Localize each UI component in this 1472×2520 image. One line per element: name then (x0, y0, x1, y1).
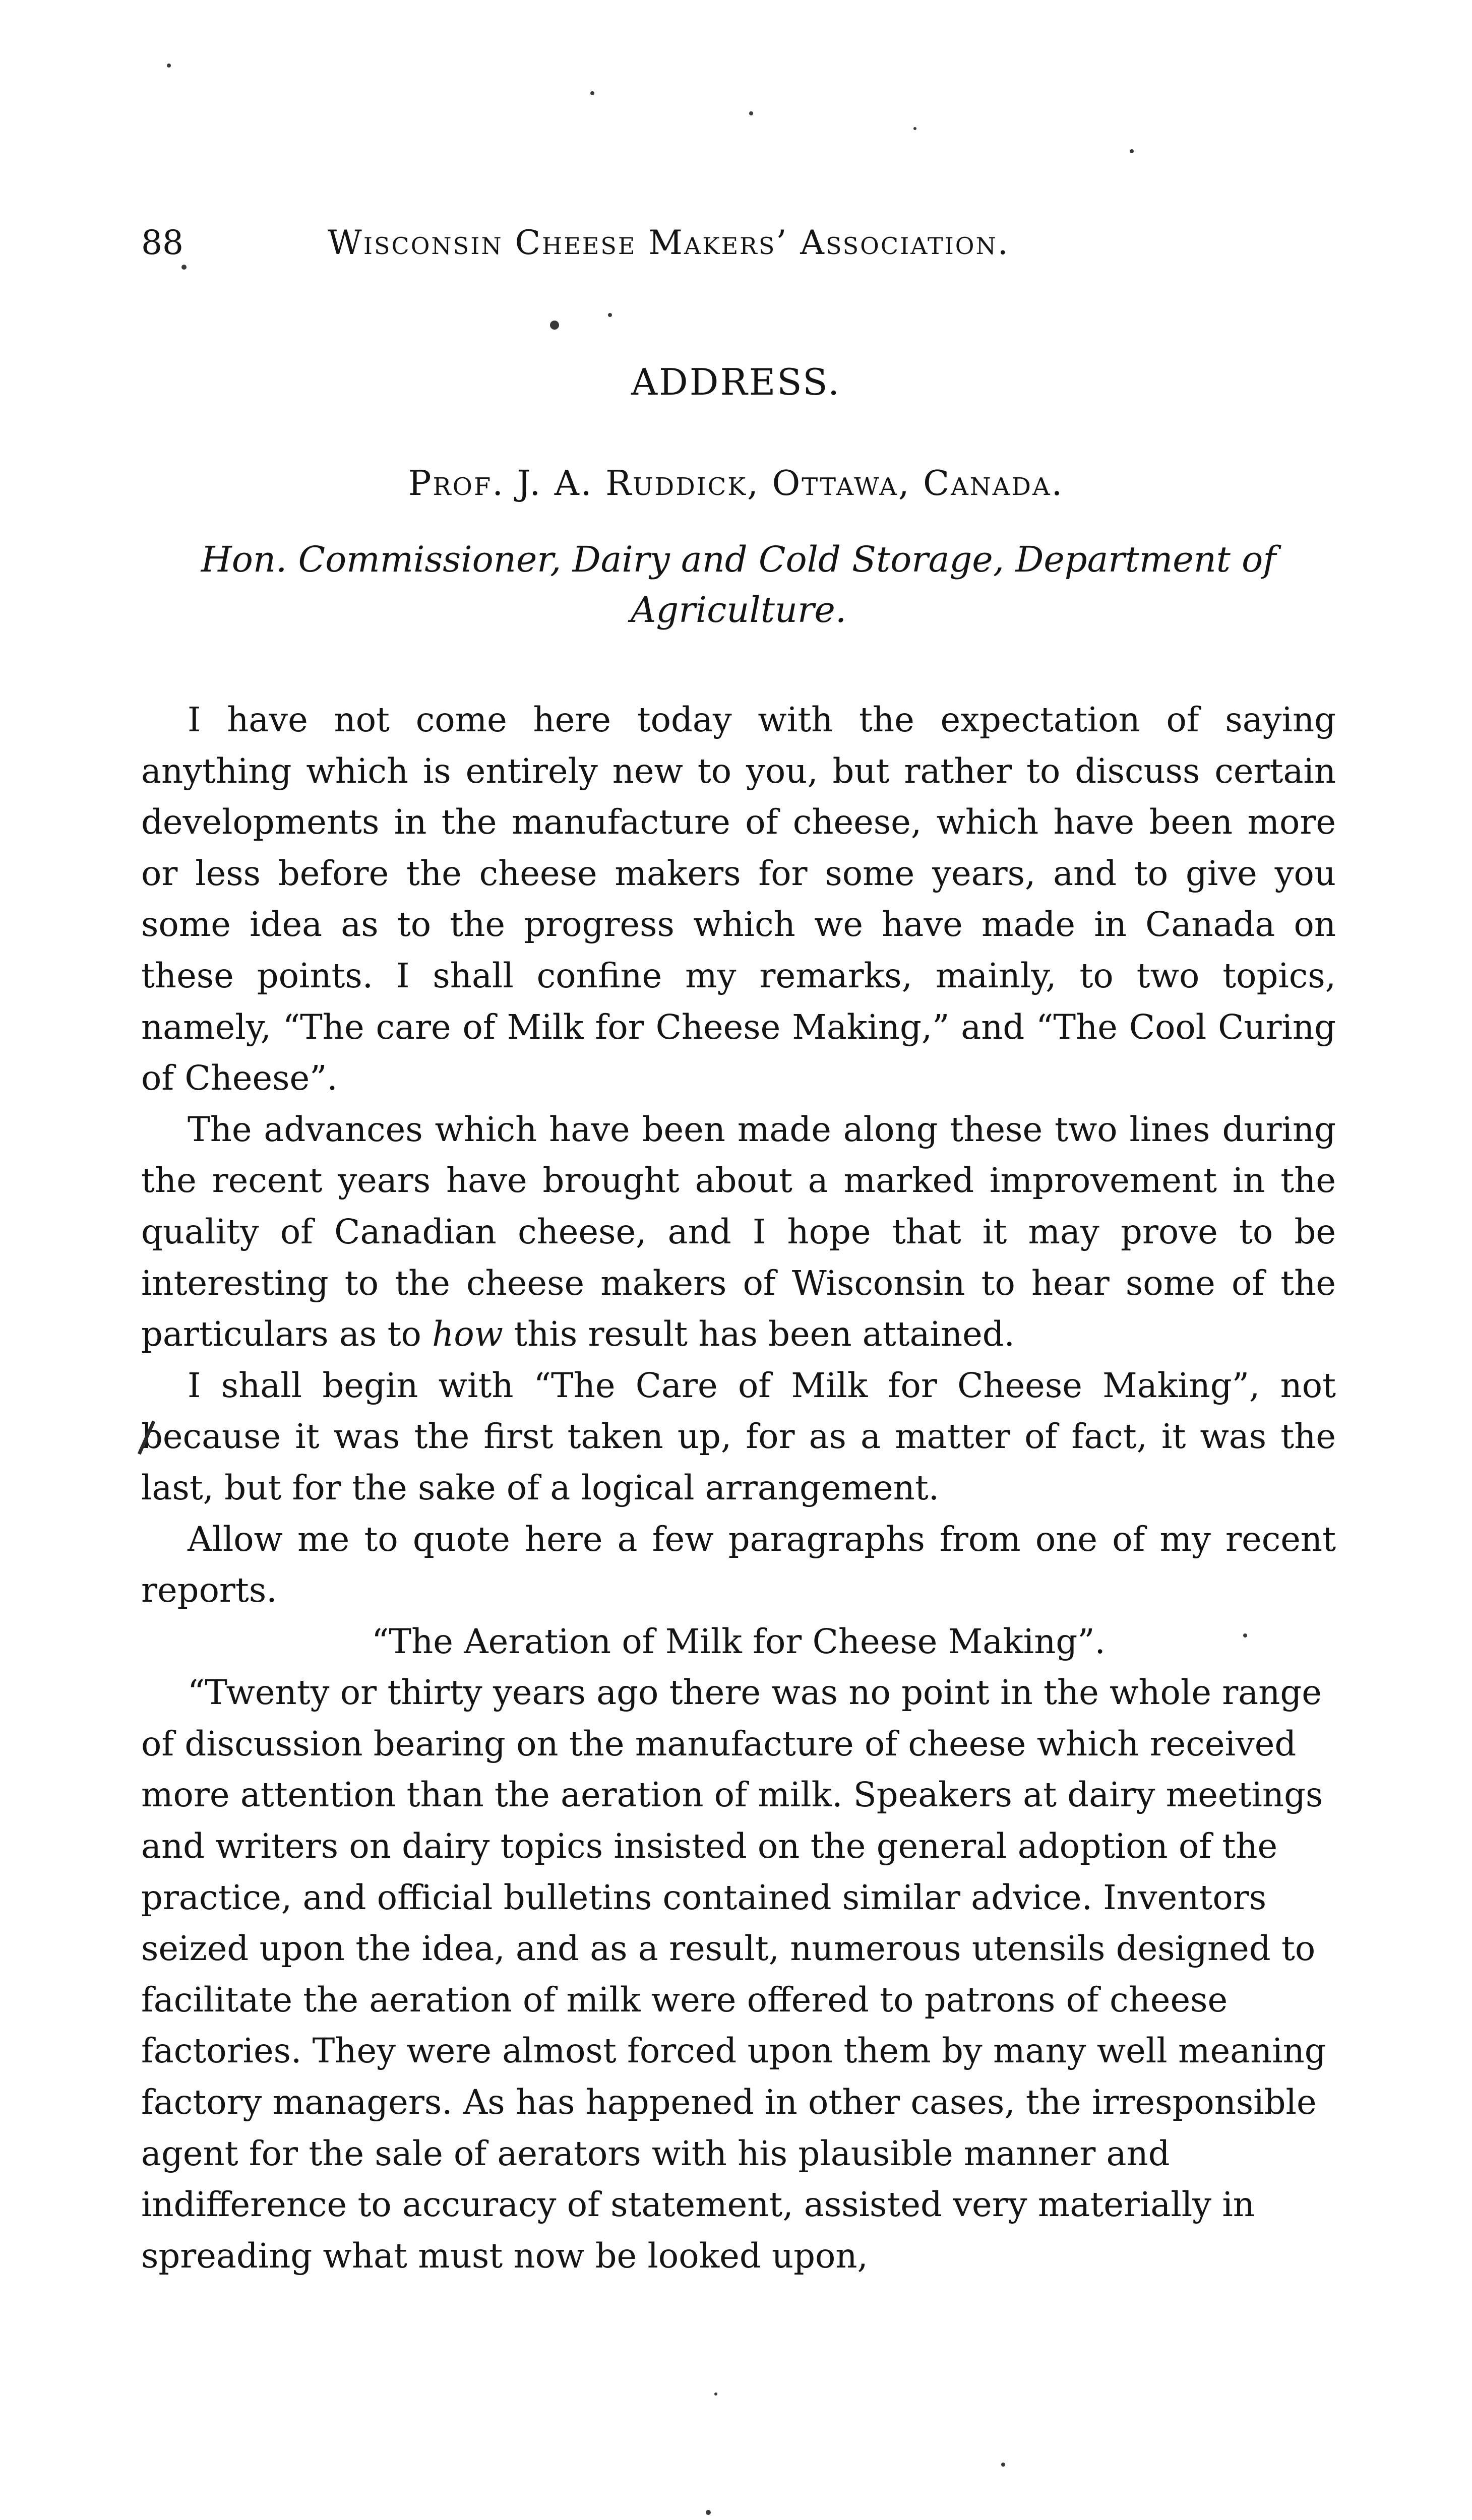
quoted-heading: “The Aeration of Milk for Cheese Making”. (372, 1621, 1106, 1661)
paragraph-2 (141, 1104, 1336, 1360)
author-name: Prof. J. A. Ruddick, Ottawa, Canada. (408, 464, 1064, 503)
paragraph-5: “Twenty or thirty years ago there was no point in the whole range of discussion bearing on the manufacture of cheese which received more attention than the aeration of milk. Speakers at dairy meetings and writers on dairy topics insisted on the general adoption of the practice, and official bulletins contained similar advice. Inventors seized upon the idea, and as a result, numerous utensils designed to facilitate the aeration of milk were offered to patrons of cheese factories. They were almost forced upon them by many well meaning factory managers. As has happened in other cases, the irresponsible agent for the sale of aerators with his plausible manner and indifference to accuracy of statement, assisted very materially in spreading what must now be looked upon, (141, 1673, 1326, 2276)
author-position: Hon. Commissioner, Dairy and Cold Storage, Department of Agriculture. (201, 539, 1276, 631)
paragraph-2-tail: this result has been attained. (503, 1314, 1015, 1354)
section-title: ADDRESS. (631, 361, 841, 403)
body-text (141, 695, 1336, 2282)
running-header (141, 218, 1331, 268)
paragraph-2-text: The advances which have been made along these two lines during the recent years have brought about a marked improvement in the quality of Canadian cheese, and I hope that it may prove to be interesting to the cheese makers of Wisconsin to hear some of the particulars as to (141, 1109, 1336, 1354)
paragraph-4: Allow me to quote here a few paragraphs from one of my recent reports. (141, 1519, 1336, 1610)
running-title: Wisconsin Cheese Makers’ Association. (328, 223, 1010, 262)
paragraph-1: I have not come here today with the expectation of saying anything which is entirely new to you, but rather to discuss certain developments in the manufacture of cheese, which have been more or less before the cheese makers for some years, and to give you some idea as to the progress which we have made in Canada on these points. I shall confine my remarks, mainly, to two topics, namely, “The care of Milk for Cheese Making,” and “The Cool Curing of Cheese”. (141, 700, 1336, 1098)
paragraph-3: I shall begin with “The Care of Milk for Cheese Making”, not because it was the first taken up, for as a matter of fact, it was the last, but for the sake of a logical arrangement. (141, 1365, 1336, 1507)
page-number: 88 (141, 223, 183, 262)
emphasis-how: how (432, 1314, 504, 1354)
